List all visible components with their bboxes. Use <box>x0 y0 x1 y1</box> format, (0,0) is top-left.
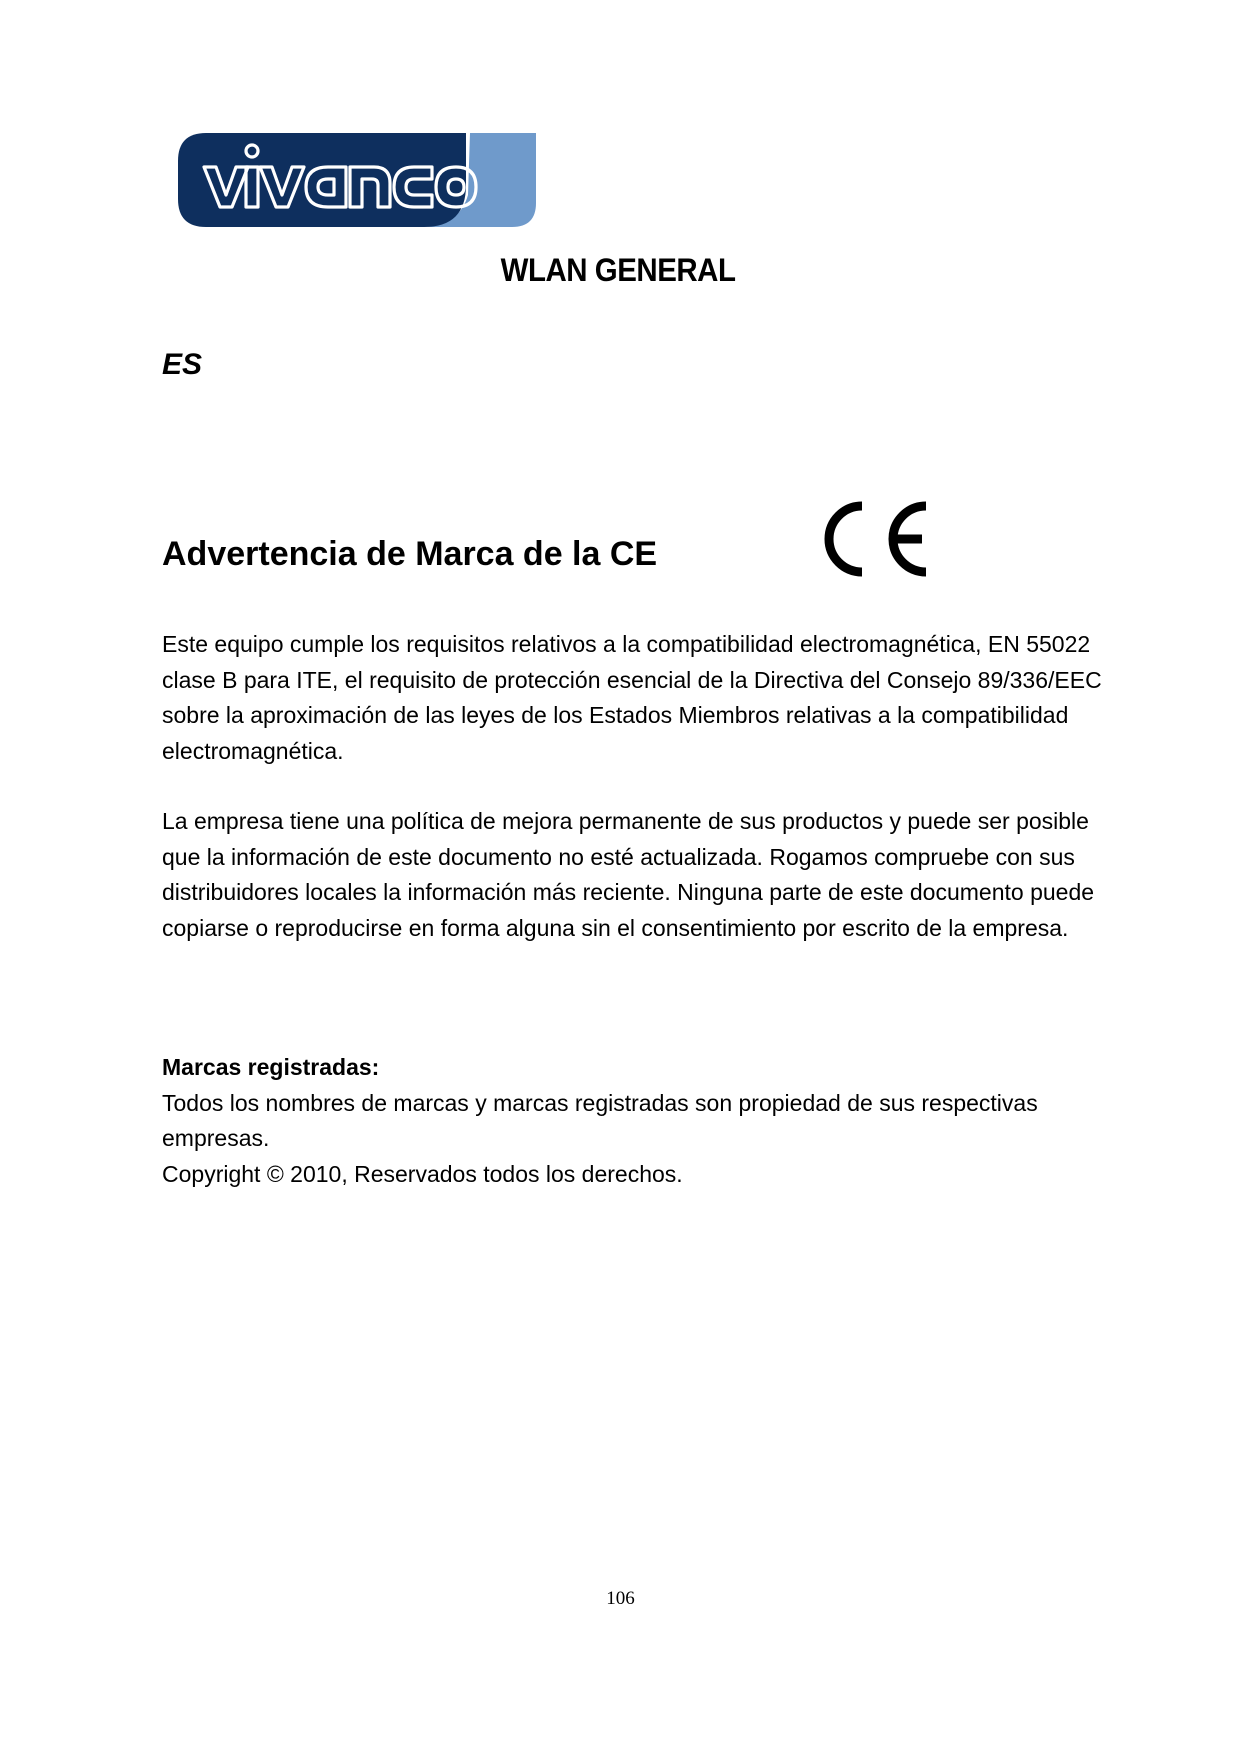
vivanco-logo <box>178 133 536 229</box>
paragraph-ce-compliance: Este equipo cumple los requisitos relativos a la compatibilidad electromagnética, EN 55022 clase B para ITE, el requisito de protección esencial de la Directiva del Consejo 89/336/EEC sobre la aproximación de las leyes de los Estados Miembros relativas a la compatibilidad electromagnética. <box>162 631 1102 764</box>
section-title: Advertencia de Marca de la CE <box>162 535 658 573</box>
page-number: 106 <box>606 1588 635 1609</box>
document-title: WLAN GENERAL <box>500 252 736 288</box>
ce-mark-icon <box>818 496 936 582</box>
trademarks-section <box>162 1050 1102 1192</box>
trademarks-text: Todos los nombres de marcas y marcas registradas son propiedad de sus respectivas empresas. <box>162 1089 1038 1151</box>
paragraph-company-policy: La empresa tiene una política de mejora permanente de sus productos y puede ser posible que la información de este documento no esté actualizada. Rogamos compruebe con sus distribuidores locales la información más reciente. Ninguna parte de este documento puede copiarse o reproducirse en forma alguna sin el consentimiento por escrito de la empresa. <box>162 808 1095 941</box>
trademarks-heading: Marcas registradas: <box>162 1054 380 1080</box>
language-code: ES <box>162 348 203 381</box>
vivanco-logo-graphic <box>178 133 536 229</box>
copyright-notice: Copyright © 2010, Reservados todos los derechos. <box>162 1160 683 1187</box>
